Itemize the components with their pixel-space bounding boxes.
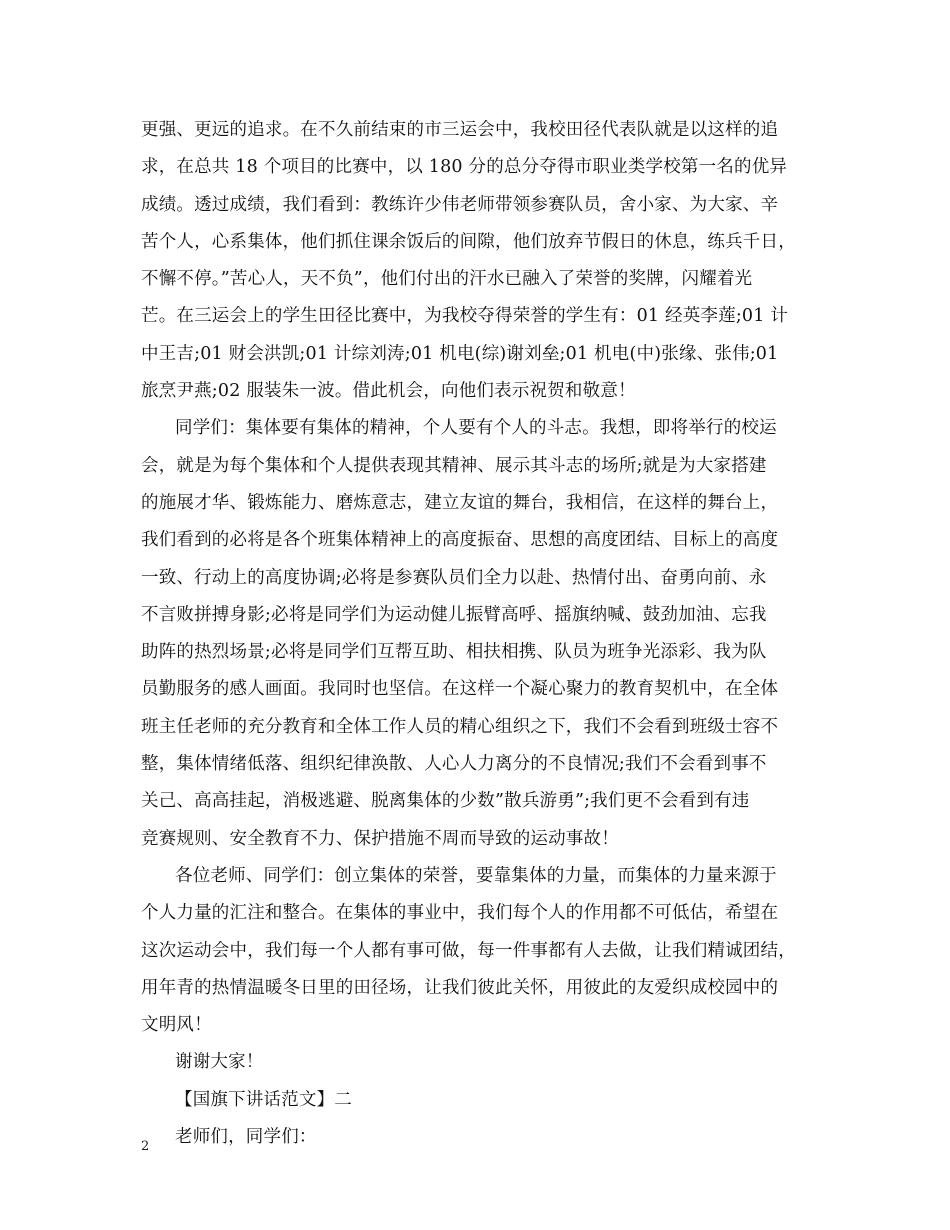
text-line: 的施展才华、锻炼能力、磨炼意志，建立友谊的舞台，我相信，在这样的舞台上， — [141, 492, 779, 513]
text-line: 老师们，同学们： — [175, 1127, 317, 1148]
text-line: 个人力量的汇注和整合。在集体的事业中，我们每个人的作用都不可低估，希望在 — [141, 903, 779, 924]
text-line: 我们看到的必将是各个班集体精神上的高度振奋、思想的高度团结、目标上的高度 — [141, 530, 779, 551]
text-line: 芒。在三运会上的学生田径比赛中，为我校夺得荣誉的学生有：01 经英李莲;01 计 — [141, 306, 789, 327]
text-line: 苦个人，心系集体，他们抓住课余饭后的间隙，他们放弃节假日的休息，练兵千日， — [141, 231, 796, 252]
text-line: 成绩。透过成绩，我们看到：教练许少伟老师带领参赛队员，舍小家、为大家、辛 — [141, 194, 779, 215]
text-line: 中王吉;01 财会洪凯;01 计综刘涛;01 机电(综)谢刘垒;01 机电(中)张缘、张伟;01 — [141, 343, 779, 364]
text-line: 同学们：集体要有集体的精神，个人要有个人的斗志。我想，即将举行的校运 — [175, 418, 777, 439]
document-body — [141, 112, 813, 1156]
text-line: 更强、更远的追求。在不久前结束的市三运会中，我校田径代表队就是以这样的追 — [141, 120, 779, 140]
text-line: 用年青的热情温暖冬日里的田径场，让我们彼此关怀，用彼此的友爱织成校园中的 — [141, 977, 779, 998]
text-line: 班主任老师的充分教育和全体工作人员的精心组织之下，我们不会看到班级士容不 — [141, 716, 779, 737]
text-line: 不言败拼搏身影;必将是同学们为运动健儿振臂高呼、摇旗纳喊、鼓劲加油、忘我 — [141, 604, 767, 625]
text-line: 谢谢大家！ — [175, 1052, 264, 1073]
text-line: 整，集体情绪低落、组织纪律涣散、人心人力离分的不良情况;我们不会看到事不 — [141, 754, 767, 775]
text-line: 各位老师、同学们：创立集体的荣誉，要靠集体的力量，而集体的力量来源于 — [175, 865, 777, 886]
text-line: 会，就是为每个集体和个人提供表现其精神、展示其斗志的场所;就是为大家搭建 — [141, 455, 767, 476]
text-line: 关己、高高挂起，消极逃避、脱离集体的少数”散兵游勇”;我们更不会看到有违 — [141, 791, 750, 812]
text-line: 一致、行动上的高度协调;必将是参赛队员们全力以赴、热情付出、奋勇向前、永 — [141, 567, 767, 588]
text-line: 【国旗下讲话范文】二 — [175, 1089, 352, 1110]
text-line: 助阵的热烈场景;必将是同学们互帮互助、相扶相携、队员为班争光添彩、我为队 — [141, 642, 767, 663]
text-line: 旅烹尹燕;02 服装朱一波。借此机会，向他们表示祝贺和敬意！ — [141, 381, 636, 402]
text-line: 竞赛规则、安全教育不力、保护措施不周而导致的运动事故！ — [141, 828, 619, 849]
text-line: 求，在总共 18 个项目的比赛中，以 180 分的总分夺得市职业类学校第一名的优异 — [141, 157, 788, 178]
text-line: 这次运动会中，我们每一个人都有事可做，每一件事都有人去做，让我们精诚团结， — [141, 940, 796, 961]
text-line: 不懈不停。”苦心人，天不负”，他们付出的汗水已融入了荣誉的奖牌，闪耀着光 — [141, 269, 753, 290]
text-line: 文明风！ — [141, 1015, 212, 1036]
page-number: 2 — [141, 1139, 150, 1154]
text-line: 员勤服务的感人画面。我同时也坚信。在这样一个凝心聚力的教育契机中，在全体 — [141, 679, 779, 700]
